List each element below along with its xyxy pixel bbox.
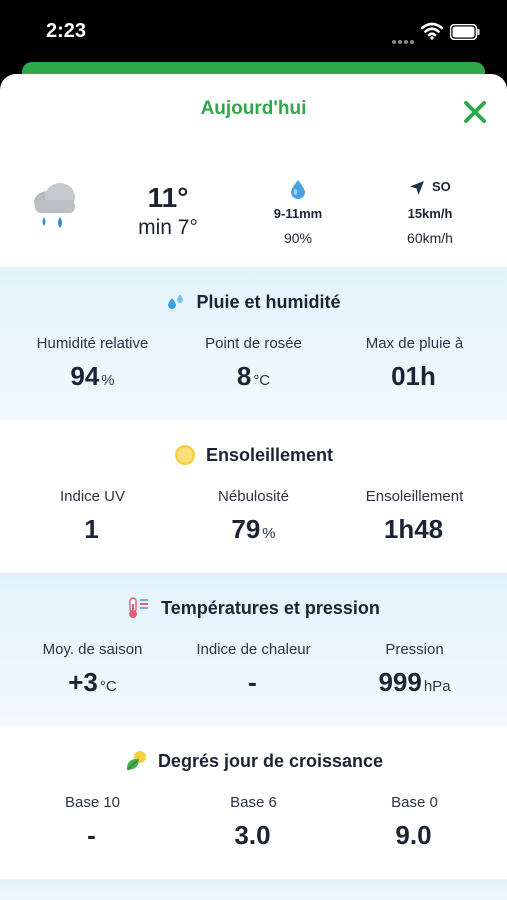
- stat-humidity: [8, 335, 177, 395]
- min-temperature: min 7°: [138, 216, 198, 239]
- stat-value: -: [248, 667, 257, 697]
- wind-speed: 15km/h: [407, 206, 453, 221]
- stat-value: 1: [84, 514, 99, 544]
- stat-base-0: [330, 794, 499, 854]
- stat-season-average: [8, 641, 177, 701]
- stat-pressure: [330, 641, 499, 701]
- stat-unit: %: [101, 372, 115, 389]
- stat-value: 8: [236, 361, 252, 391]
- wind-gust: 60km/h: [407, 230, 453, 246]
- stat-label: Humidité relative: [36, 335, 149, 352]
- section-title: Températures et pression: [161, 597, 380, 618]
- rain-drop-icon: [290, 179, 306, 199]
- status-bar: [0, 0, 507, 70]
- wind-direction-arrow-icon: [409, 180, 425, 196]
- stat-label: Indice de chaleur: [196, 641, 311, 658]
- stat-label: Point de rosée: [205, 335, 302, 352]
- stat-base-10: [8, 794, 177, 854]
- daily-detail-sheet: [0, 74, 507, 900]
- stat-unit: hPa: [423, 678, 451, 695]
- battery-icon: [450, 24, 480, 40]
- stat-value: 9.0: [395, 820, 432, 850]
- stat-value: 999: [378, 667, 422, 697]
- stat-unit: %: [262, 525, 276, 542]
- stat-value: 79: [231, 514, 261, 544]
- signal-dots-icon: [392, 31, 418, 37]
- stat-value: 1h48: [383, 514, 444, 544]
- section-title: Pluie et humidité: [196, 291, 341, 312]
- weather-summary: [0, 162, 507, 267]
- rain-amount: 9-11mm: [273, 206, 323, 221]
- stat-unit: °C: [99, 678, 117, 695]
- stat-heat-index: [169, 641, 338, 701]
- close-button[interactable]: [458, 95, 492, 129]
- stat-label: Nébulosité: [218, 488, 289, 505]
- close-icon: [466, 103, 484, 121]
- section-temperature-pressure: [0, 573, 507, 726]
- current-temperature: 11°: [147, 182, 189, 213]
- section-sunshine: [0, 420, 507, 573]
- sun-icon: [174, 444, 196, 466]
- stat-label: Indice UV: [59, 488, 126, 505]
- cloud-rain-icon: [30, 176, 82, 232]
- stat-label: Max de pluie à: [365, 335, 464, 352]
- stat-label: Base 0: [391, 794, 438, 811]
- section-title: Ensoleillement: [205, 444, 334, 465]
- stat-label: Base 10: [64, 794, 121, 811]
- status-time: 2:23: [46, 20, 87, 42]
- stat-max-rain-time: [330, 335, 499, 395]
- stat-sunshine-duration: [330, 488, 499, 548]
- stat-dew-point: [169, 335, 338, 395]
- thermometer-icon: [127, 597, 151, 619]
- stat-label: Pression: [385, 641, 444, 658]
- wifi-icon: [421, 22, 443, 40]
- stat-uv-index: [8, 488, 177, 548]
- leaf-sun-icon: [124, 749, 148, 773]
- stat-cloudiness: [169, 488, 338, 548]
- section-rain-humidity: [0, 267, 507, 420]
- sheet-title: Aujourd'hui: [200, 98, 307, 119]
- stat-value: 3.0: [234, 820, 271, 850]
- section-title: Degrés jour de croissance: [157, 750, 384, 771]
- water-drops-icon: [166, 293, 186, 311]
- stat-value: -: [87, 820, 96, 850]
- stat-value: +3: [68, 667, 98, 697]
- stat-base-6: [169, 794, 338, 854]
- wind-direction: SO: [432, 179, 451, 194]
- rain-probability: 90%: [283, 230, 313, 246]
- section-growing-degree-days: [0, 726, 507, 879]
- stat-label: Ensoleillement: [365, 488, 464, 505]
- stat-unit: °C: [253, 372, 271, 389]
- stat-label: Base 6: [230, 794, 277, 811]
- stat-value: 94: [70, 361, 100, 391]
- stat-value: 01h: [391, 361, 436, 391]
- stat-label: Moy. de saison: [42, 641, 143, 658]
- next-section-edge: [0, 879, 507, 900]
